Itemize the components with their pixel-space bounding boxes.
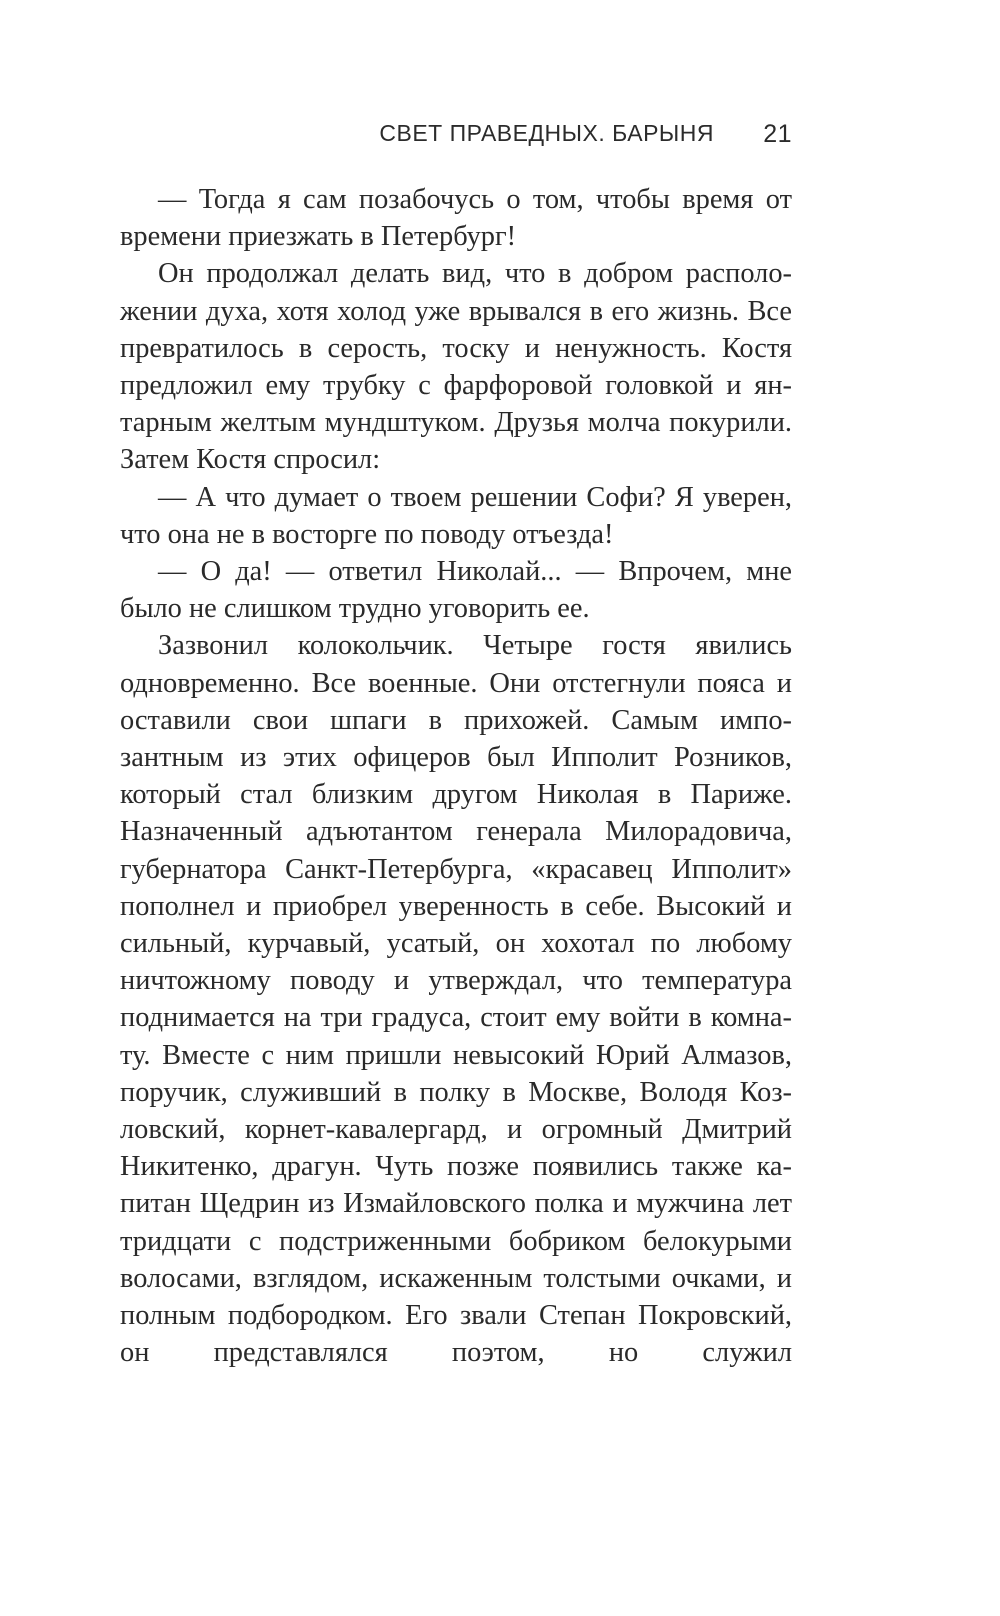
body-text xyxy=(120,181,792,1372)
running-title: СВЕТ ПРАВЕДНЫХ. БАРЫНЯ xyxy=(379,120,714,146)
paragraph-dialogue-2: — А что думает о твоем решении Софи? Я уверен, что она не в восторге по поводу отъезда! xyxy=(120,481,792,550)
paragraph-narration-2: Зазвонил колокольчик. Четыре гостя явились одновременно. Все военные. Они отстегнули пояса и оставили свои шпаги в прихожей. Самым импозантным из этих офицеров был Ипполит Розников, который стал близким другом Николая в Париже. Назначенный адъютантом генерала Милорадовича, губернатора Санкт-Петербурга, «красавец Ипполит» пополнел и приобрел уверенность в себе. Высокий и сильный, курчавый, усатый, он хохотал по любому ничтожному поводу и утверждал, что температура поднимается на три градуса, стоит ему войти в комнату. Вместе с ним пришли невысокий Юрий Алмазов, поручик, служивший в полку в Москве, Володя Козловский, корнет-кавалергард, и огромный Дмитрий Никитенко, драгун. Чуть позже появились также капитан Щедрин из Измайловского полка и мужчина лет тридцати с подстриженными бобриком белокурыми волосами, взглядом, искаженным толстыми очками, и полным подбородком. Его звали Степан Покровский, он представлялся поэтом, но служил xyxy=(120,630,792,1369)
paragraph-narration-1: Он продолжал делать вид, что в добром расположении духа, хотя холод уже врывался в его жизнь. Все превратилось в серость, тоску и ненужность. Костя предложил ему трубку с фарфоровой головкой и янтарным желтым мундштуком. Друзья молча покурили. Затем Костя спросил: xyxy=(120,258,792,476)
paragraph-dialogue-3: — О да! — ответил Николай... — Впрочем, мне было не слишком трудно уговорить ее. xyxy=(120,556,792,625)
running-head xyxy=(120,120,792,154)
page-number: 21 xyxy=(763,120,792,148)
book-page xyxy=(120,0,792,1616)
paragraph-dialogue-1: — Тогда я сам позабочусь о том, чтобы время от времени приезжать в Петербург! xyxy=(120,184,792,253)
